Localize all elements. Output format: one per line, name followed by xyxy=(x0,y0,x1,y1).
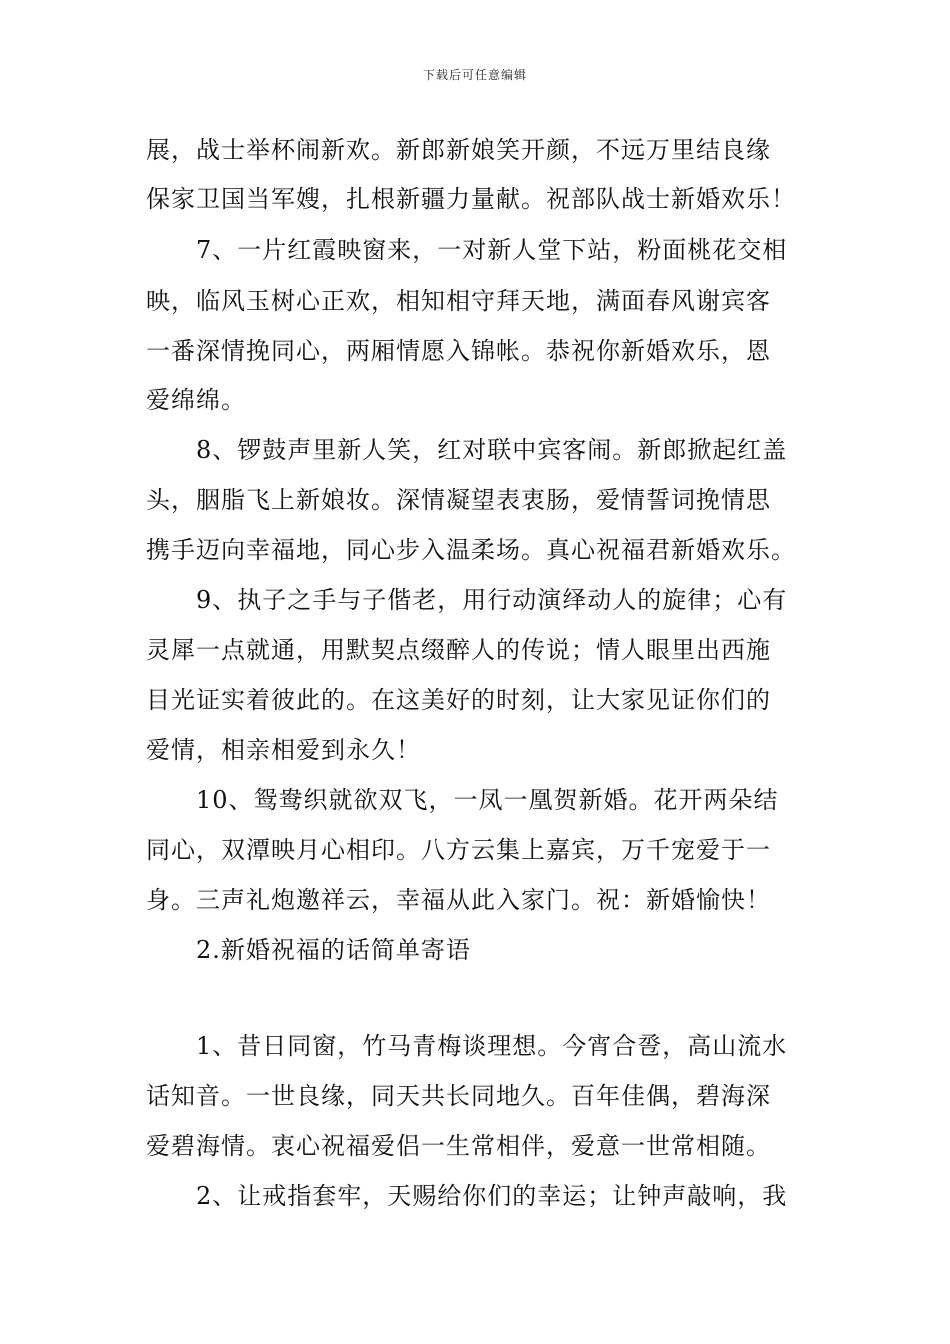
section-heading: 2.新婚祝福的话简单寄语 xyxy=(196,936,471,964)
text-line: 爱碧海情。衷心祝福爱侣一生常相伴，爱意一世常相随。 xyxy=(146,1132,771,1160)
text-line: 同心，双潭映月心相印。八方云集上嘉宾，万千宠爱于一 xyxy=(146,836,771,864)
text-line: 10、鸳鸯织就欲双飞，一凤一凰贺新婚。花开两朵结 xyxy=(196,786,779,814)
text-line: 身。三声礼炮邀祥云，幸福从此入家门。祝：新婚愉快！ xyxy=(146,886,771,914)
text-line: 爱情，相亲相爱到永久！ xyxy=(146,736,421,764)
text-line: 目光证实着彼此的。在这美好的时刻，让大家见证你们的 xyxy=(146,686,771,714)
text-line: 映，临风玉树心正欢，相知相守拜天地，满面春风谢宾客 xyxy=(146,287,771,315)
text-line: 话知音。一世良缘，同天共长同地久。百年佳偶，碧海深 xyxy=(146,1082,771,1110)
text-line: 灵犀一点就通，用默契点缀醉人的传说；情人眼里出西施 xyxy=(146,636,771,664)
text-line: 头，胭脂飞上新娘妆。深情凝望表衷肠，爱情誓词挽情思 xyxy=(146,486,771,514)
text-line: 展，战士举杯闹新欢。新郎新娘笑开颜，不远万里结良缘 xyxy=(146,136,771,164)
text-line: 1、昔日同窗，竹马青梅谈理想。今宵合卺，高山流水 xyxy=(196,1032,788,1060)
text-line: 8、锣鼓声里新人笑，红对联中宾客闹。新郎掀起红盖 xyxy=(196,436,788,464)
text-line: 9、执子之手与子偕老，用行动演绎动人的旋律；心有 xyxy=(196,586,788,614)
text-line: 爱绵绵。 xyxy=(146,386,246,414)
text-line: 保家卫国当军嫂，扎根新疆力量献。祝部队战士新婚欢乐！ xyxy=(146,185,796,213)
text-line: 携手迈向幸福地，同心步入温柔场。真心祝福君新婚欢乐。 xyxy=(146,536,796,564)
text-line: 7、一片红霞映窗来，一对新人堂下站，粉面桃花交相 xyxy=(196,236,788,264)
text-line: 2、让戒指套牢，天赐给你们的幸运；让钟声敲响，我 xyxy=(196,1182,788,1210)
text-line: 一番深情挽同心，两厢情愿入锦帐。恭祝你新婚欢乐，恩 xyxy=(146,337,771,365)
page-header: 下载后可任意编辑 xyxy=(422,68,527,82)
